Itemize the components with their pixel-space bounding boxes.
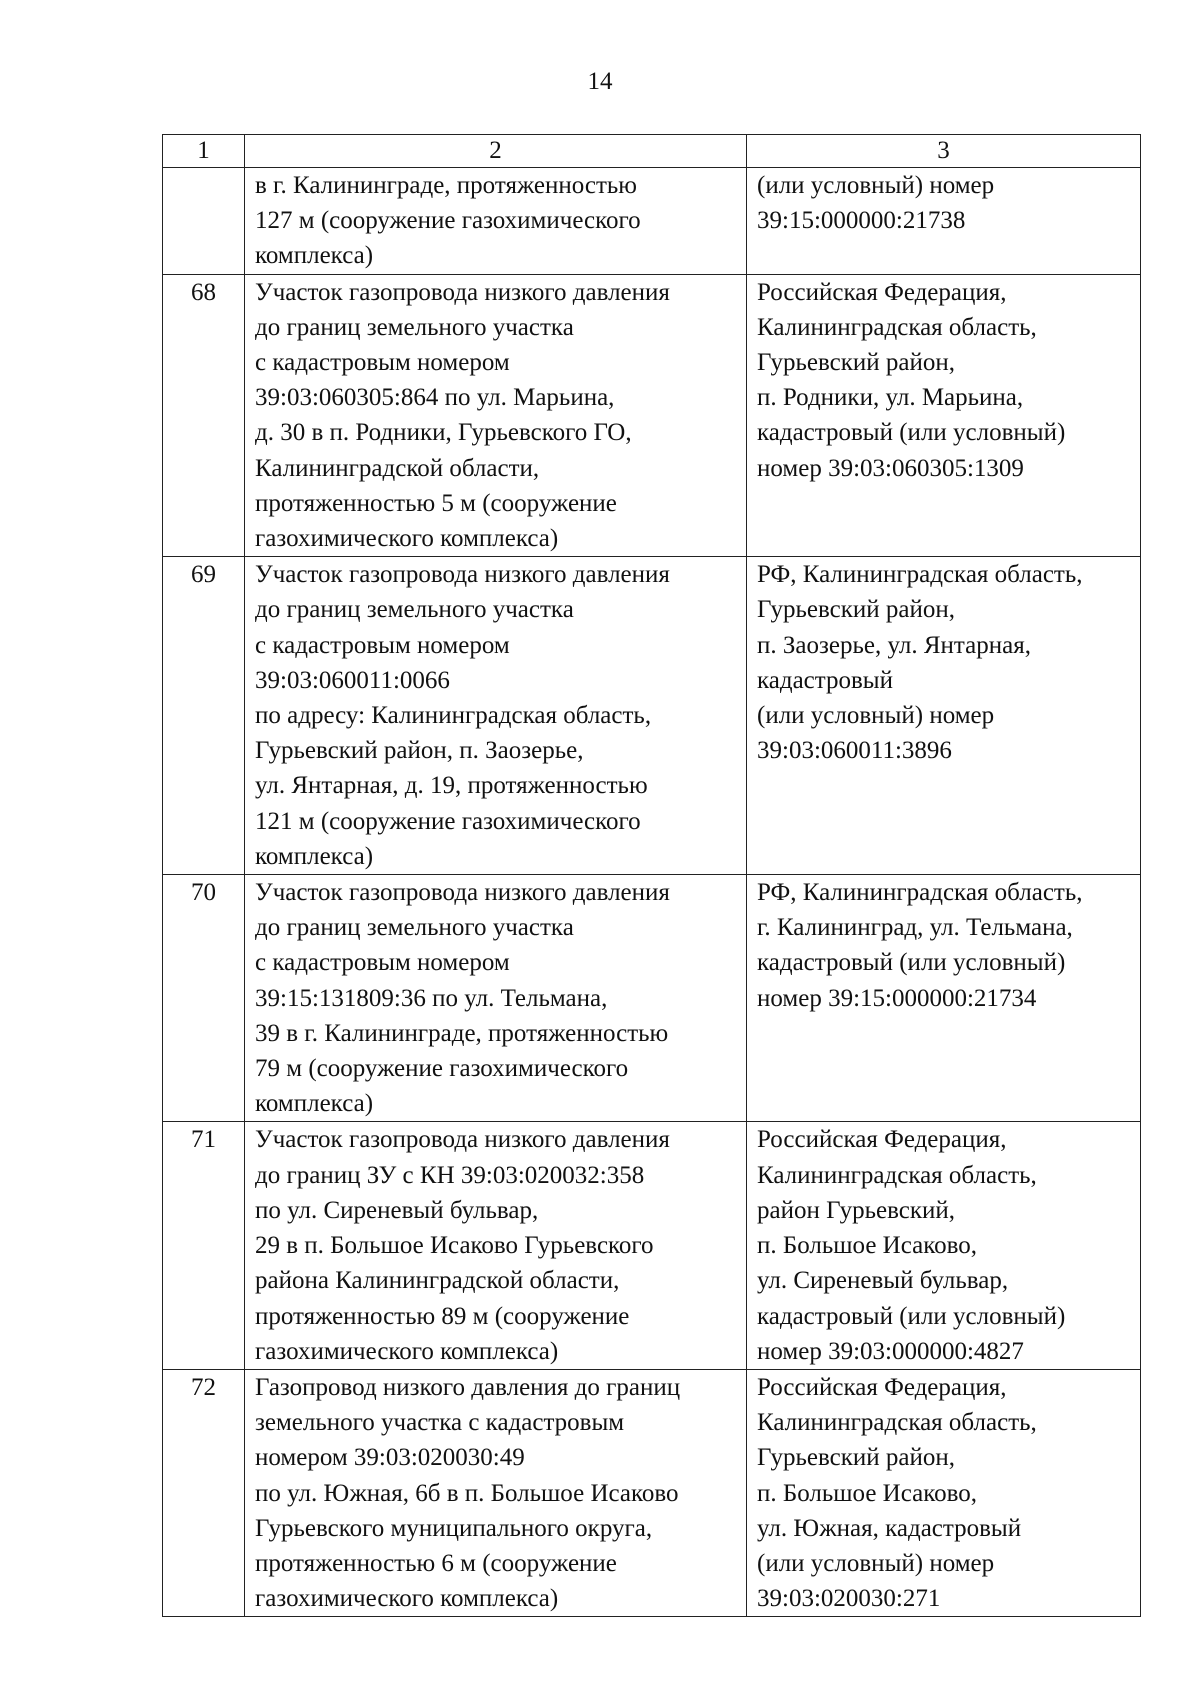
column-header-number: 1 xyxy=(163,135,245,168)
page-number: 14 xyxy=(587,68,613,95)
description-line: до границ земельного участка xyxy=(255,596,574,624)
description-line: газохимического комплекса) xyxy=(255,1337,559,1365)
description-line: протяженностью 5 м (сооружение xyxy=(255,489,617,517)
description-line: Гурьевского муниципального округа, xyxy=(255,1514,653,1542)
description-line: д. 30 в п. Родники, Гурьевского ГО, xyxy=(255,419,632,447)
row-number: 72 xyxy=(163,1369,245,1616)
address-line: ул. Южная, кадастровый xyxy=(757,1514,1022,1542)
address-line: кадастровый (или условный) xyxy=(757,419,1066,447)
address-line: номер 39:15:000000:21734 xyxy=(757,984,1037,1012)
location-cell xyxy=(747,875,1141,1122)
description-line: земельного участка с кадастровым xyxy=(255,1409,625,1437)
row-number: 70 xyxy=(163,875,245,1122)
description-line: протяженностью 6 м (сооружение xyxy=(255,1549,617,1577)
description-line: ул. Янтарная, д. 19, протяженностью xyxy=(255,772,648,800)
description-line: Участок газопровода низкого давления xyxy=(255,278,670,306)
address-line: кадастровый xyxy=(757,666,893,694)
address-line: кадастровый (или условный) xyxy=(757,949,1066,977)
address-line: Гурьевский район, xyxy=(757,596,956,624)
location-cell xyxy=(747,1122,1141,1369)
object-description-cell xyxy=(245,168,747,275)
table-row xyxy=(163,1122,1141,1369)
address-line: район Гурьевский, xyxy=(757,1196,956,1224)
object-description-cell xyxy=(245,274,747,557)
row-number: 71 xyxy=(163,1122,245,1369)
description-line: по ул. Сиреневый бульвар, xyxy=(255,1196,539,1224)
column-header-description: 2 xyxy=(245,135,747,168)
description-line: с кадастровым номером xyxy=(255,349,510,377)
description-line: 39:15:131809:36 по ул. Тельмана, xyxy=(255,984,608,1012)
location-cell xyxy=(747,557,1141,875)
address-line: 39:15:000000:21738 xyxy=(757,207,966,235)
description-line: протяженностью 89 м (сооружение xyxy=(255,1302,630,1330)
address-line: Российская Федерация, xyxy=(757,278,1007,306)
address-line: (или условный) номер xyxy=(757,1549,995,1577)
address-line: 39:03:060011:3896 xyxy=(757,737,952,765)
address-line: Гурьевский район, xyxy=(757,349,956,377)
address-line: номер 39:03:060305:1309 xyxy=(757,454,1024,482)
row-number: 68 xyxy=(163,274,245,557)
address-line: (или условный) номер xyxy=(757,702,995,730)
description-line: комплекса) xyxy=(255,842,374,870)
description-line: Участок газопровода низкого давления xyxy=(255,1126,670,1154)
description-line: в г. Калининграде, протяженностью xyxy=(255,172,637,199)
description-line: Участок газопровода низкого давления xyxy=(255,879,670,907)
description-line: комплекса) xyxy=(255,242,374,270)
table-row xyxy=(163,557,1141,875)
address-line: п. Большое Исаково, xyxy=(757,1232,977,1260)
object-description-cell xyxy=(245,557,747,875)
description-line: газохимического комплекса) xyxy=(255,525,559,553)
object-description-cell xyxy=(245,1369,747,1616)
address-line: РФ, Калининградская область, xyxy=(757,879,1083,907)
description-line: 127 м (сооружение газохимического xyxy=(255,207,641,235)
description-line: 29 в п. Большое Исаково Гурьевского xyxy=(255,1232,654,1260)
address-line: кадастровый (или условный) xyxy=(757,1302,1066,1330)
row-number xyxy=(163,168,245,275)
description-line: по ул. Южная, 6б в п. Большое Исаково xyxy=(255,1479,679,1507)
address-line: Гурьевский район, xyxy=(757,1444,956,1472)
description-line: по адресу: Калининградская область, xyxy=(255,702,652,730)
object-description-cell xyxy=(245,1122,747,1369)
object-description-cell xyxy=(245,875,747,1122)
description-line: до границ ЗУ с КН 39:03:020032:358 xyxy=(255,1161,645,1189)
description-line: Гурьевский район, п. Заозерье, xyxy=(255,737,584,765)
address-line: Калининградская область, xyxy=(757,313,1037,341)
description-line: до границ земельного участка xyxy=(255,313,574,341)
address-line: п. Родники, ул. Марьина, xyxy=(757,384,1024,412)
address-line: п. Большое Исаково, xyxy=(757,1479,977,1507)
gas-pipeline-registry-table xyxy=(162,134,1141,1617)
description-line: 79 м (сооружение газохимического xyxy=(255,1055,629,1083)
address-line: г. Калининград, ул. Тельмана, xyxy=(757,914,1073,942)
description-line: Газопровод низкого давления до границ xyxy=(255,1373,681,1401)
address-line: Российская Федерация, xyxy=(757,1126,1007,1154)
address-line: ул. Сиреневый бульвар, xyxy=(757,1267,1009,1295)
column-header-address: 3 xyxy=(747,135,1141,168)
description-line: комплекса) xyxy=(255,1090,374,1118)
location-cell xyxy=(747,168,1141,275)
address-line: п. Заозерье, ул. Янтарная, xyxy=(757,631,1031,659)
address-line: номер 39:03:000000:4827 xyxy=(757,1337,1024,1365)
description-line: номером 39:03:020030:49 xyxy=(255,1444,525,1472)
location-cell xyxy=(747,1369,1141,1616)
address-line: (или условный) номер xyxy=(757,172,995,199)
row-number: 69 xyxy=(163,557,245,875)
table-row xyxy=(163,274,1141,557)
table-row xyxy=(163,875,1141,1122)
table-header-row xyxy=(163,135,1141,168)
description-line: Калининградской области, xyxy=(255,454,540,482)
description-line: 39:03:060011:0066 xyxy=(255,666,450,694)
address-line: РФ, Калининградская область, xyxy=(757,561,1083,589)
table-row xyxy=(163,168,1141,275)
description-line: с кадастровым номером xyxy=(255,631,510,659)
table-body xyxy=(163,168,1141,1617)
description-line: с кадастровым номером xyxy=(255,949,510,977)
address-line: 39:03:020030:271 xyxy=(757,1585,941,1613)
address-line: Калининградская область, xyxy=(757,1409,1037,1437)
address-line: Российская Федерация, xyxy=(757,1373,1007,1401)
description-line: 121 м (сооружение газохимического xyxy=(255,807,641,835)
table-row xyxy=(163,1369,1141,1616)
description-line: газохимического комплекса) xyxy=(255,1585,559,1613)
description-line: района Калининградской области, xyxy=(255,1267,620,1295)
location-cell xyxy=(747,274,1141,557)
address-line: Калининградская область, xyxy=(757,1161,1037,1189)
description-line: 39 в г. Калининграде, протяженностью xyxy=(255,1019,669,1047)
description-line: 39:03:060305:864 по ул. Марьина, xyxy=(255,384,615,412)
description-line: до границ земельного участка xyxy=(255,914,574,942)
description-line: Участок газопровода низкого давления xyxy=(255,561,670,589)
